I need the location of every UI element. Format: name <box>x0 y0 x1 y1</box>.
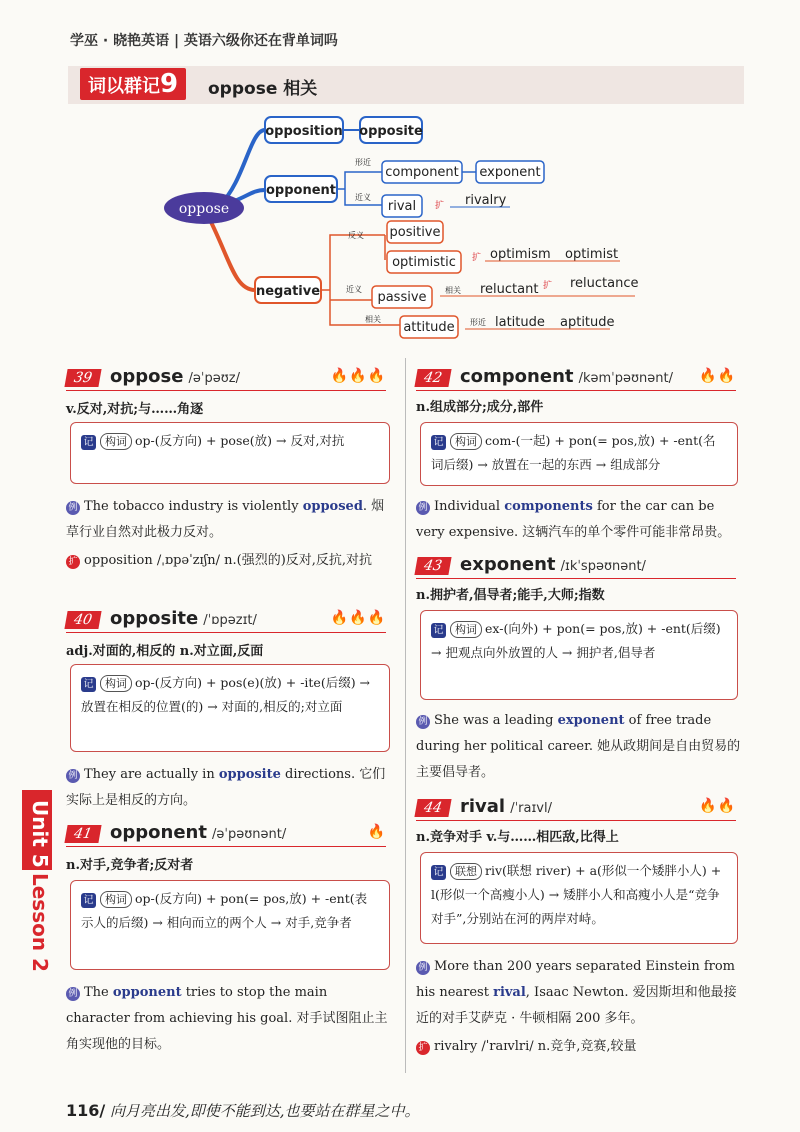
label-xiangguan-2: 相关 <box>365 315 381 324</box>
definition: adj.对面的,相反的 n.对立面,反面 <box>66 644 264 659</box>
entry-header-oppose <box>66 366 386 391</box>
definition: n.拥护者,倡导者;能手,大师;指数 <box>416 588 605 603</box>
headword: oppose <box>110 366 184 387</box>
section-badge: 词以群记9 <box>80 68 186 100</box>
node-reluctant: reluctant <box>480 282 539 297</box>
label-xingjin-1: 形近 <box>355 158 371 167</box>
example-sentence: 例 They are actually in opposite directions. 它们实际上是相反的方向。 <box>66 767 386 808</box>
node-opposite: opposite <box>359 124 423 139</box>
node-aptitude: aptitude <box>560 315 615 330</box>
node-component: component <box>385 165 459 180</box>
running-header: 学巫 · 晓艳英语 | 英语六级你还在背单词吗 <box>70 33 338 49</box>
label-jinyi-1: 近义 <box>355 193 371 202</box>
label-xiangguan-1: 相关 <box>445 286 461 295</box>
branch-negative <box>210 220 255 290</box>
definition: n.竞争对手 v.与……相匹敌,比得上 <box>416 830 619 845</box>
column-divider <box>405 358 406 1073</box>
example-sentence: 例 Individual components for the car can be very expensive. 这辆汽车的单个零件可能非常昂贵。 <box>416 499 731 540</box>
kuo-mark-1: 扩 <box>435 201 445 211</box>
branch-opposition <box>220 130 265 205</box>
definition: n.对手,竞争者;反对者 <box>66 858 194 873</box>
word-formation-box: 记 构词 op-(反方向) + pon(= pos,放) + -ent(表示人的后缀) → 相向而立的两个人 → 对手,竞争者 <box>70 880 390 970</box>
svg-text:扩: 扩 <box>472 253 482 263</box>
example-sentence: 例 She was a leading exponent of free trade during her political career. 她从政期间是自由贸易的主要倡导者。 <box>416 713 741 780</box>
node-positive: positive <box>389 225 441 240</box>
memory-association-box: 记 联想 riv(联想 river) + a(形似一个矮胖小人) + l(形似一个高瘦小人) → 矮胖小人和高瘦小人是“竞争对手”,分别站在河的两岸对峙。 <box>420 852 738 944</box>
extension-icon: 扩 <box>66 555 80 569</box>
label-xingjin-2: 形近 <box>470 318 486 327</box>
node-optimism: optimism <box>490 247 551 262</box>
node-negative: negative <box>255 284 321 299</box>
node-latitude: latitude <box>495 315 545 330</box>
node-attitude: attitude <box>403 320 455 335</box>
example-sentence: 例 The tobacco industry is violently opposed. 烟草行业自然对此极力反对。 <box>66 499 385 540</box>
node-passive: passive <box>377 290 427 305</box>
root-label: oppose <box>178 201 230 217</box>
svg-text:扩: 扩 <box>543 281 553 291</box>
page-number: 116/ <box>66 1101 106 1120</box>
example-sentence: 例 More than 200 years separated Einstein from his nearest rival, Isaac Newton. 爱因斯坦和他最接近的对手艾萨克 · 牛顿相隔 200 多年。 <box>416 959 737 1026</box>
node-optimistic: optimistic <box>392 255 456 270</box>
word-formation-box: 记 构词 ex-(向外) + pon(= pos,放) + -ent(后缀) → 把观点向外放置的人 → 拥护者,倡导者 <box>420 610 738 700</box>
definition: v.反对,对抗;与……角逐 <box>66 402 204 417</box>
entry-header-opponent: 41 opponent /əˈpəʊnənt/ 🔥 <box>66 822 386 847</box>
example-icon: 例 <box>66 501 80 515</box>
entry-header-rival: 44 rival /ˈraɪvl/ 🔥🔥 <box>416 796 736 821</box>
memory-icon: 记 <box>81 435 96 450</box>
motto: 向月亮出发,即使不能到达,也要站在群星之中。 <box>105 1102 420 1120</box>
node-optimist: optimist <box>565 247 619 262</box>
word-formation-box: 记 构词 com-(一起) + pon(= pos,放) + -ent(名词后缀) → 放置在一起的东西 → 组成部分 <box>420 422 738 486</box>
node-reluctance: reluctance <box>570 276 639 291</box>
page-footer <box>66 1100 420 1121</box>
word-formation-box: 记 构词 op-(反方向) + pose(放) → 反对,对抗 <box>70 422 390 484</box>
word-formation-box: 记 构词 op-(反方向) + pos(e)(放) + -ite(后缀) → 放置在相反的位置(的) → 对面的,相反的;对立面 <box>70 664 390 752</box>
extension-word: 扩 opposition /ˌɒpəˈzɪʃn/ n.(强烈的)反对,反抗,对抗 <box>66 548 392 574</box>
section-title: oppose 相关 <box>208 79 318 99</box>
entry-header-exponent: 43 exponent /ɪkˈspəʊnənt/ <box>416 554 736 579</box>
unit-label: Unit 5 <box>28 800 52 868</box>
entry-header-component: 42 component /kəmˈpəʊnənt/ 🔥🔥 <box>416 366 736 391</box>
label-jinyi-2: 近义 <box>346 285 362 294</box>
node-rivalry: rivalry <box>465 193 507 208</box>
example-sentence: 例 The opponent tries to stop the main character from achieving his goal. 对手试图阻止主角实现他的目标。 <box>66 985 388 1052</box>
node-opponent: opponent <box>265 183 337 198</box>
entry-header-opposite: 40 opposite /ˈɒpəzɪt/ 🔥🔥🔥 <box>66 608 386 633</box>
node-rival: rival <box>387 199 417 214</box>
entry-number: 39 <box>64 369 101 387</box>
phonetic: /əˈpəʊz/ <box>188 371 240 386</box>
definition: n.组成部分;成分,部件 <box>416 400 544 415</box>
label-fanyi: 反义 <box>348 231 364 240</box>
extension-word: 扩 rivalry /ˈraɪvlri/ n.竞争,竞赛,较量 <box>416 1034 742 1060</box>
frequency-icon: 🔥🔥🔥 <box>330 368 386 384</box>
node-exponent: exponent <box>479 165 541 180</box>
word-mind-map <box>150 110 750 350</box>
node-opposition: opposition <box>265 124 343 139</box>
lesson-label: Lesson 2 <box>28 873 52 972</box>
